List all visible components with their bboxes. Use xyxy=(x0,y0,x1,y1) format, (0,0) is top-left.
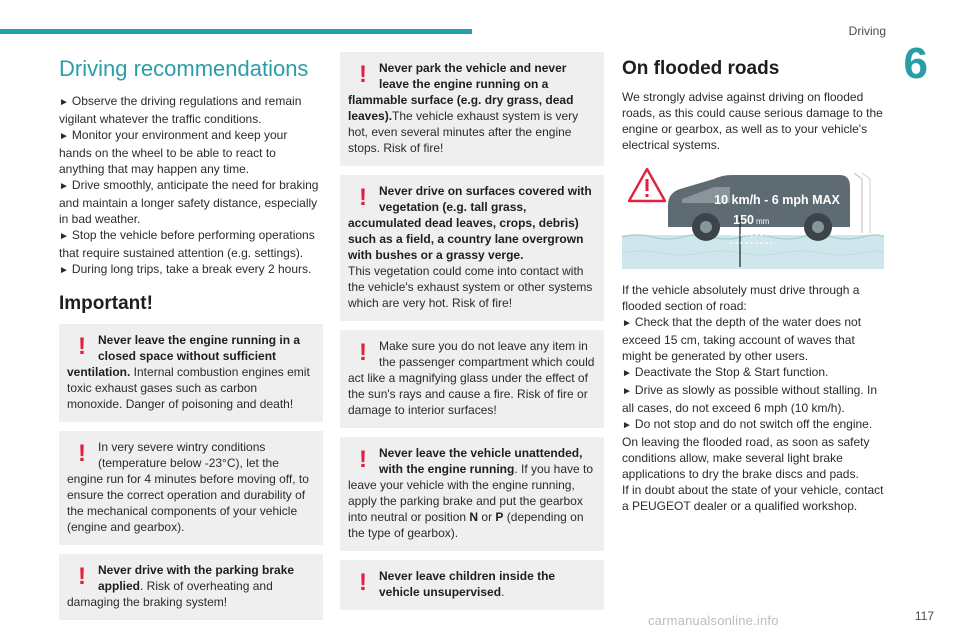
flooded-after: On leaving the flooded road, as soon as safety conditions allow, make several light brake applications to dry the brake discs and pads. xyxy=(622,435,870,481)
warning-icon: ! xyxy=(78,563,86,590)
list-item: ► Check that the depth of the water does not exceed 15 cm, taking account of waves that might be generated by other users. xyxy=(622,315,862,363)
list-item: ► Stop the vehicle before performing operations that require sustained attention (e.g. settings). xyxy=(59,228,315,260)
chapter-number: 6 xyxy=(903,39,928,88)
warning-box: ! Never leave the vehicle unattended, with the engine running. If you have to leave your vehicle with the engine running, apply the parking brake and put the gearbox into neutral or position N or P (depending on the type of gearbox). xyxy=(340,437,604,551)
warning-icon: ! xyxy=(78,333,86,360)
bullet-arrow-icon: ► xyxy=(59,97,69,108)
warning-icon: ! xyxy=(359,339,367,366)
list-item: ► Monitor your environment and keep your hands on the wheel to be able to react to anything that may happen any time. xyxy=(59,128,288,176)
depth-value-label: 150 xyxy=(733,213,754,227)
flooded-steps-list xyxy=(622,314,886,434)
warning-box: ! Make sure you do not leave any item in the passenger compartment which could act like a magnifying glass under the effect of the sun's rays and cause a fire. Risk of fire or damage to interior surfaces! xyxy=(340,330,604,428)
top-accent-bar xyxy=(0,29,472,34)
warning-icon: ! xyxy=(359,446,367,473)
list-item: ► During long trips, take a break every 2 hours. xyxy=(59,262,312,276)
bullet-arrow-icon: ► xyxy=(622,318,632,329)
bullet-arrow-icon: ► xyxy=(59,181,69,192)
warning-box: ! Never park the vehicle and never leave the engine running on a flammable surface (e.g. dry grass, dead leaves).The vehicle exhaust system is very hot, even several minutes after the engine stops. Risk of fire! xyxy=(340,52,604,166)
warning-icon: ! xyxy=(359,184,367,211)
bullet-arrow-icon: ► xyxy=(622,386,632,397)
bullet-arrow-icon: ► xyxy=(59,131,69,142)
flooded-closing: If in doubt about the state of your vehicle, contact a PEUGEOT dealer or a qualified workshop. xyxy=(622,483,884,513)
list-item: ► Deactivate the Stop & Start function. xyxy=(622,365,829,379)
bullet-arrow-icon: ► xyxy=(59,265,69,276)
flooded-lead: If the vehicle absolutely must drive through a flooded section of road: xyxy=(622,283,860,313)
warning-box: ! Never drive with the parking brake applied. Risk of overheating and damaging the braking system! xyxy=(59,554,323,620)
list-item: ► Do not stop and do not switch off the engine. xyxy=(622,417,873,431)
flooded-intro: We strongly advise against driving on flooded roads, as this could cause serious damage to the engine or gearbox, as well as to your vehicle's electrical systems. xyxy=(622,90,883,152)
important-heading: Important! xyxy=(59,293,153,314)
warning-icon: ! xyxy=(359,569,367,596)
column-driving-recommendations xyxy=(59,52,323,629)
column-flooded-roads xyxy=(622,52,886,514)
section-title-flooded-roads: On flooded roads xyxy=(622,58,780,79)
recommendation-list xyxy=(59,93,323,279)
section-title-driving-recommendations: Driving recommendations xyxy=(59,56,309,81)
warning-box: ! Never leave the engine running in a closed space without sufficient ventilation. Internal combustion engines emit toxic exhaust gases such as carbon monoxide. Danger of poisoning and death! xyxy=(59,324,323,422)
chapter-title: Driving xyxy=(848,24,886,38)
warning-box: ! Never leave children inside the vehicle unsupervised. xyxy=(340,560,604,610)
bullet-arrow-icon: ► xyxy=(622,368,632,379)
flooded-road-illustration xyxy=(622,163,884,269)
list-item: ► Observe the driving regulations and remain vigilant whatever the traffic conditions. xyxy=(59,94,302,126)
page-number: 117 xyxy=(914,609,934,623)
depth-unit-label: mm xyxy=(756,217,770,226)
warning-box: ! Never drive on surfaces covered with vegetation (e.g. tall grass, accumulated dead leaves, crops, debris) such as a field, a country lane overgrown with bushes or a grassy verge. This vegetation could come into contact with the vehicle's exhaust system or other systems which are very hot. Risk of fire! xyxy=(340,175,604,321)
watermark: carmanualsonline.info xyxy=(648,613,779,628)
warning-icon: ! xyxy=(359,61,367,88)
bullet-arrow-icon: ► xyxy=(622,420,632,431)
warning-box: ! In very severe wintry conditions (temperature below -23°C), let the engine run for 4 minutes before moving off, to ensure the correct operation and durability of the mechanical components of your vehicle (engine and gearbox). xyxy=(59,431,323,545)
column-warnings xyxy=(340,52,604,619)
list-item: ► Drive smoothly, anticipate the need for braking and maintain a longer safety distance, especially in bad weather. xyxy=(59,178,319,226)
speed-limit-label: 10 km/h - 6 mph MAX xyxy=(714,193,840,207)
warning-icon: ! xyxy=(78,440,86,467)
list-item: ► Drive as slowly as possible without stalling. In all cases, do not exceed 6 mph (10 km/h). xyxy=(622,383,878,415)
bullet-arrow-icon: ► xyxy=(59,231,69,242)
